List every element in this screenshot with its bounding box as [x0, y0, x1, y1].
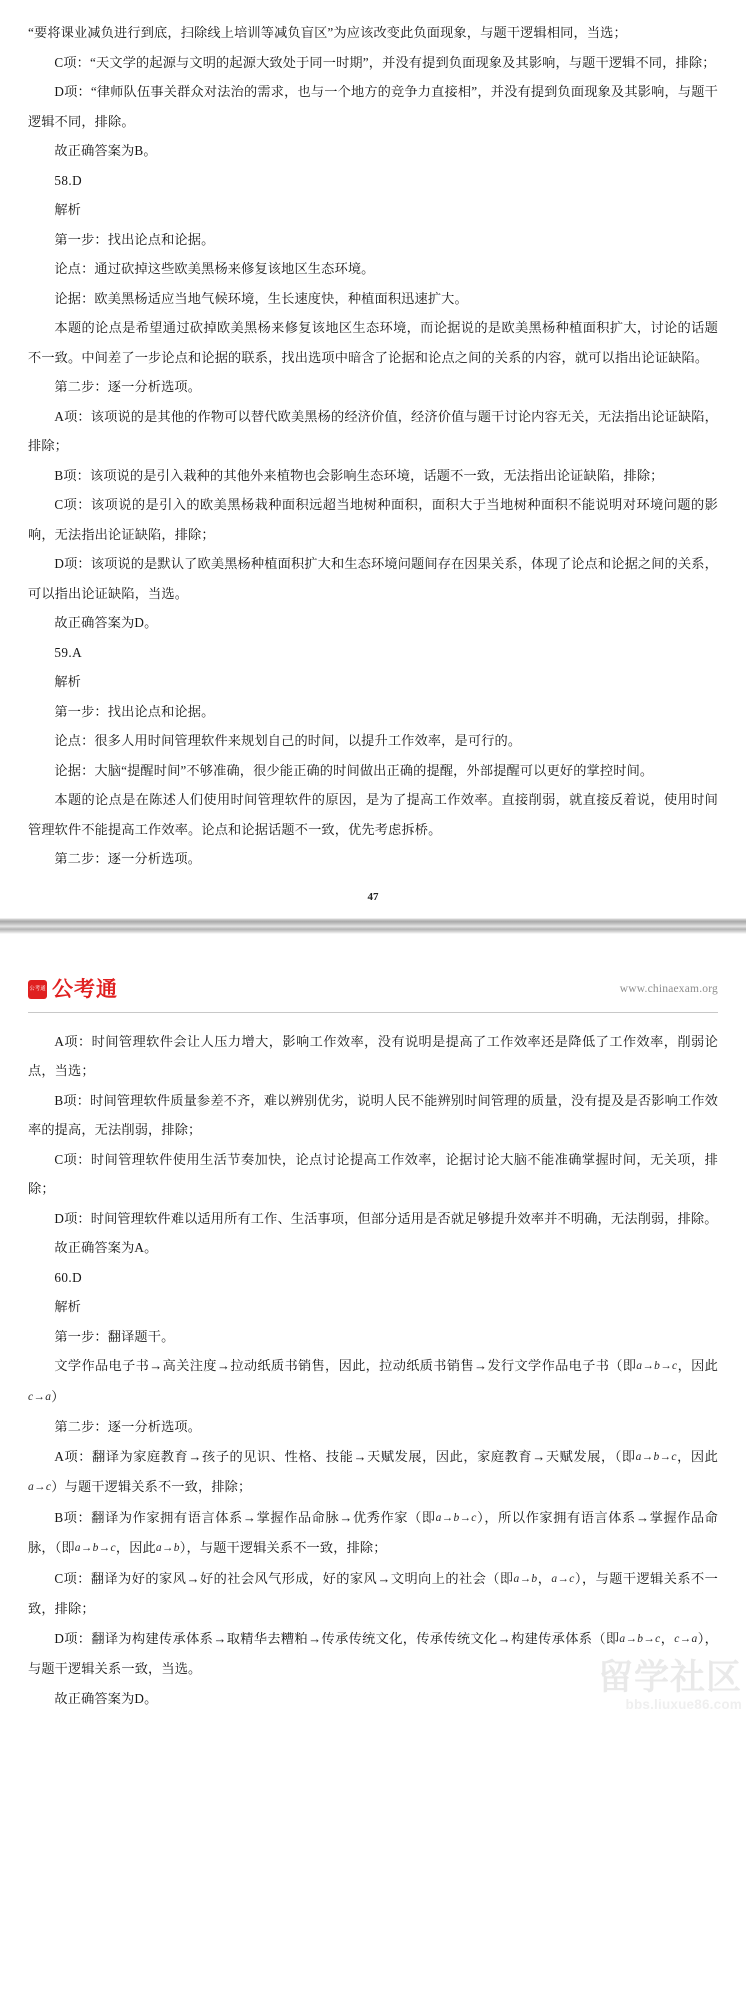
logic-formula: a→b→c	[74, 1542, 116, 1554]
option-text: ）与题干逻辑关系不一致，排除；	[51, 1479, 252, 1494]
logic-formula: a→c	[551, 1572, 575, 1585]
paragraph: D项：“律师队伍事关群众对法治的需求，也与一个地方的竞争力直接相”，并没有提到负面现象及其影响，与题干逻辑不同，排除。	[28, 84, 718, 129]
step-one-label: 第一步：找出论点和论据。	[54, 231, 215, 247]
watermark-url: bbs.liuxue86.com	[625, 1697, 742, 1712]
logic-formula: a→b→c	[435, 1511, 477, 1524]
correct-answer: 故正确答案为D。	[54, 1690, 158, 1706]
option-text: 优秀作家（即	[352, 1509, 436, 1525]
analysis-label: 解析	[54, 202, 81, 217]
stem-translation: 文学作品电子书→高关注度→拉动纸质书销售，因此，拉动纸质书销售→发行文学作品电子书（即a→b→c，因此c→a）	[28, 1358, 719, 1404]
analysis-body: 本题的论点是希望通过砍掉欧美黑杨来修复该地区生态环境，而论据说的是欧美黑杨种植面积扩大，讨论的话题不一致。中间差了一步论点和论据的联系，找出选项中暗含了论据和论点之间的关系的内容，就可以指出论证缺陷。	[28, 320, 718, 365]
paragraph: 故正确答案为B。	[54, 143, 157, 158]
logic-formula: a→b→c	[619, 1632, 661, 1645]
option-a: A项：翻译为家庭教育→孩子的见识、性格、技能→天赋发展，因此，家庭教育→天赋发展，（即a→b→c，因此a→c）与题干逻辑关系不一致，排除；	[28, 1448, 718, 1494]
paragraph: “要将课业减负进行到底，扫除线上培训等减负盲区”为应该改变此负面现象，与题干逻辑相同，当选；	[28, 25, 627, 40]
logic-formula: a→c	[28, 1481, 52, 1493]
option-b: B项：翻译为作家拥有语言体系→掌握作品命脉→优秀作家（即a→b→c），所以作家拥有语言体系→掌握作品命脉，（即a→b→c，因此a→b），与题干逻辑关系不一致，排除；	[28, 1509, 719, 1555]
page-number: 47	[367, 890, 379, 903]
stem-text: ，因此	[677, 1358, 719, 1373]
watermark-title: 留学社区	[597, 1658, 742, 1697]
option-text: D项：翻译为构建传承体系	[54, 1630, 214, 1646]
step-two-label: 第二步：逐一分析选项。	[54, 379, 202, 394]
logic-formula: a→b	[513, 1572, 538, 1585]
question-number-60: 60.D	[54, 1269, 82, 1285]
question-number-59: 59.A	[54, 644, 82, 660]
step-two-label: 第二步：逐一分析选项。	[54, 851, 202, 866]
document-page-one	[0, 0, 746, 918]
brand-name: 公考通	[52, 977, 118, 1001]
brand-mark-icon: 公考通	[28, 980, 47, 999]
option-text: 掌握作品命脉	[256, 1509, 340, 1525]
option-c: C项：该项说的是引入的欧美黑杨栽种面积远超当地树种面积，面积大于当地树种面积不能说明对环境问题的影响，无法指出论证缺陷，排除；	[28, 497, 718, 542]
logic-formula: c→a	[28, 1390, 52, 1403]
option-text: ），所以作家拥有语言体系	[476, 1509, 636, 1525]
argument-claim: 论点：很多人用时间管理软件来规划自己的时间，以提升工作效率，是可行的。	[54, 733, 522, 748]
option-text: 文明向上的社会（即	[390, 1570, 514, 1586]
option-d: D项：时间管理软件难以适用所有工作、生活事项，但部分适用是否就足够提升效率并不明确，无法削弱，排除。	[54, 1210, 718, 1226]
option-text: ，	[660, 1630, 675, 1646]
logic-formula: a→b→c	[636, 1360, 678, 1372]
option-d: D项：翻译为构建传承体系→取精华去糟粕→传承传统文化，传承传统文化→构建传承体系（即a→b→c，c→a），与题干逻辑关系一致，当选。	[28, 1630, 719, 1676]
option-c: C项：翻译为好的家风→好的社会风气形成，好的家风→文明向上的社会（即a→b，a→c），与题干逻辑关系不一致，排除；	[28, 1570, 718, 1616]
option-text: 传承传统文化，传承传统文化	[321, 1630, 498, 1646]
stem-text: 文学作品电子书	[54, 1358, 150, 1373]
paragraph: C项：“天文学的起源与文明的起源大致处于同一时期”，并没有提到负面现象及其影响，与题干逻辑不同，排除；	[54, 54, 716, 70]
option-text: ），与题干逻辑关系一致，当选。	[28, 1630, 719, 1676]
stem-text: 高关注度	[162, 1358, 217, 1373]
option-d: D项：该项说的是默认了欧美黑杨种植面积扩大和生态环境问题间存在因果关系，体现了论点和论据之间的关系，可以指出论证缺陷，当选。	[28, 556, 718, 601]
option-text: 构建传承体系（即	[510, 1630, 620, 1646]
option-text: ），与题干逻辑关系不一致，排除；	[28, 1570, 718, 1616]
site-url: www.chinaexam.org	[619, 982, 718, 995]
option-text: ，因此	[676, 1448, 718, 1464]
logic-formula: c→a	[674, 1632, 698, 1645]
logic-formula: a→b→c	[635, 1450, 677, 1463]
option-text: 孩子的见识、性格、技能	[201, 1448, 354, 1464]
option-text: ，因此	[115, 1540, 156, 1555]
option-text: ，	[537, 1570, 552, 1586]
step-one-label: 第一步：翻译题干。	[54, 1328, 175, 1344]
option-a: A项：时间管理软件会让人压力增大，影响工作效率，没有说明是提高了工作效率还是降低了工作效率，削弱论点，当选；	[28, 1033, 718, 1078]
analysis-label: 解析	[54, 1299, 81, 1314]
correct-answer: 故正确答案为A。	[54, 1240, 158, 1255]
stem-text: 发行文学作品电子书（即	[487, 1358, 637, 1373]
option-text: 天赋发展，因此，家庭教育	[366, 1448, 533, 1464]
logic-formula: a→b	[155, 1542, 180, 1554]
stem-text: 拉动纸质书销售，因此，拉动纸质书销售	[230, 1358, 474, 1373]
option-text: B项：翻译为作家拥有语言体系	[54, 1509, 243, 1525]
option-a: A项：该项说的是其他的作物可以替代欧美黑杨的经济价值，经济价值与题干讨论内容无关，无法指出论证缺陷，排除；	[28, 408, 718, 453]
page-gap	[0, 934, 746, 968]
question-number-58: 58.D	[54, 172, 82, 188]
option-b: B项：该项说的是引入栽种的其他外来植物也会影响生态环境，话题不一致，无法指出论证缺陷，排除；	[54, 467, 664, 483]
analysis-body: 本题的论点是在陈述人们使用时间管理软件的原因，是为了提高工作效率。直接削弱，就直接反着说，使用时间管理软件不能提高工作效率。论点和论据话题不一致，优先考虑拆桥。	[28, 792, 718, 837]
analysis-label: 解析	[54, 674, 81, 689]
stem-text: ）	[51, 1388, 65, 1404]
step-one-label: 第一步：找出论点和论据。	[54, 703, 215, 719]
correct-answer: 故正确答案为D。	[54, 615, 158, 630]
option-text: 天赋发展，（即	[545, 1448, 636, 1464]
option-text: 掌握作品命脉，（即	[28, 1509, 719, 1555]
step-two-label: 第二步：逐一分析选项。	[54, 1419, 202, 1434]
option-text: ），与题干逻辑关系不一致，排除；	[179, 1540, 387, 1555]
document-page-two	[0, 968, 746, 1722]
argument-evidence: 论据：大脑“提醒时间”不够准确，很少能正确的时间做出正确的提醒，外部提醒可以更好的掌控时间。	[54, 762, 654, 778]
option-text: A项：翻译为家庭教育	[54, 1448, 189, 1464]
option-c: C项：时间管理软件使用生活节奏加快，论点讨论提高工作效率，论据讨论大脑不能准确掌握时间，无关项，排除；	[28, 1151, 718, 1196]
page-separator	[0, 918, 746, 934]
option-text: C项：翻译为好的家风	[54, 1570, 187, 1586]
option-b: B项：时间管理软件质量参差不齐，难以辨别优劣，说明人民不能辨别时间管理的质量，没有提及是否影响工作效率的提高，无法削弱，排除；	[28, 1092, 718, 1137]
argument-evidence: 论据：欧美黑杨适应当地气候环境，生长速度快，种植面积迅速扩大。	[54, 290, 468, 306]
argument-claim: 论点：通过砍掉这些欧美黑杨来修复该地区生态环境。	[54, 261, 375, 276]
option-text: 好的社会风气形成，好的家风	[199, 1570, 378, 1586]
brand-logo	[28, 979, 118, 1001]
document-header	[28, 968, 718, 1013]
option-text: 取精华去糟粕	[226, 1630, 308, 1646]
